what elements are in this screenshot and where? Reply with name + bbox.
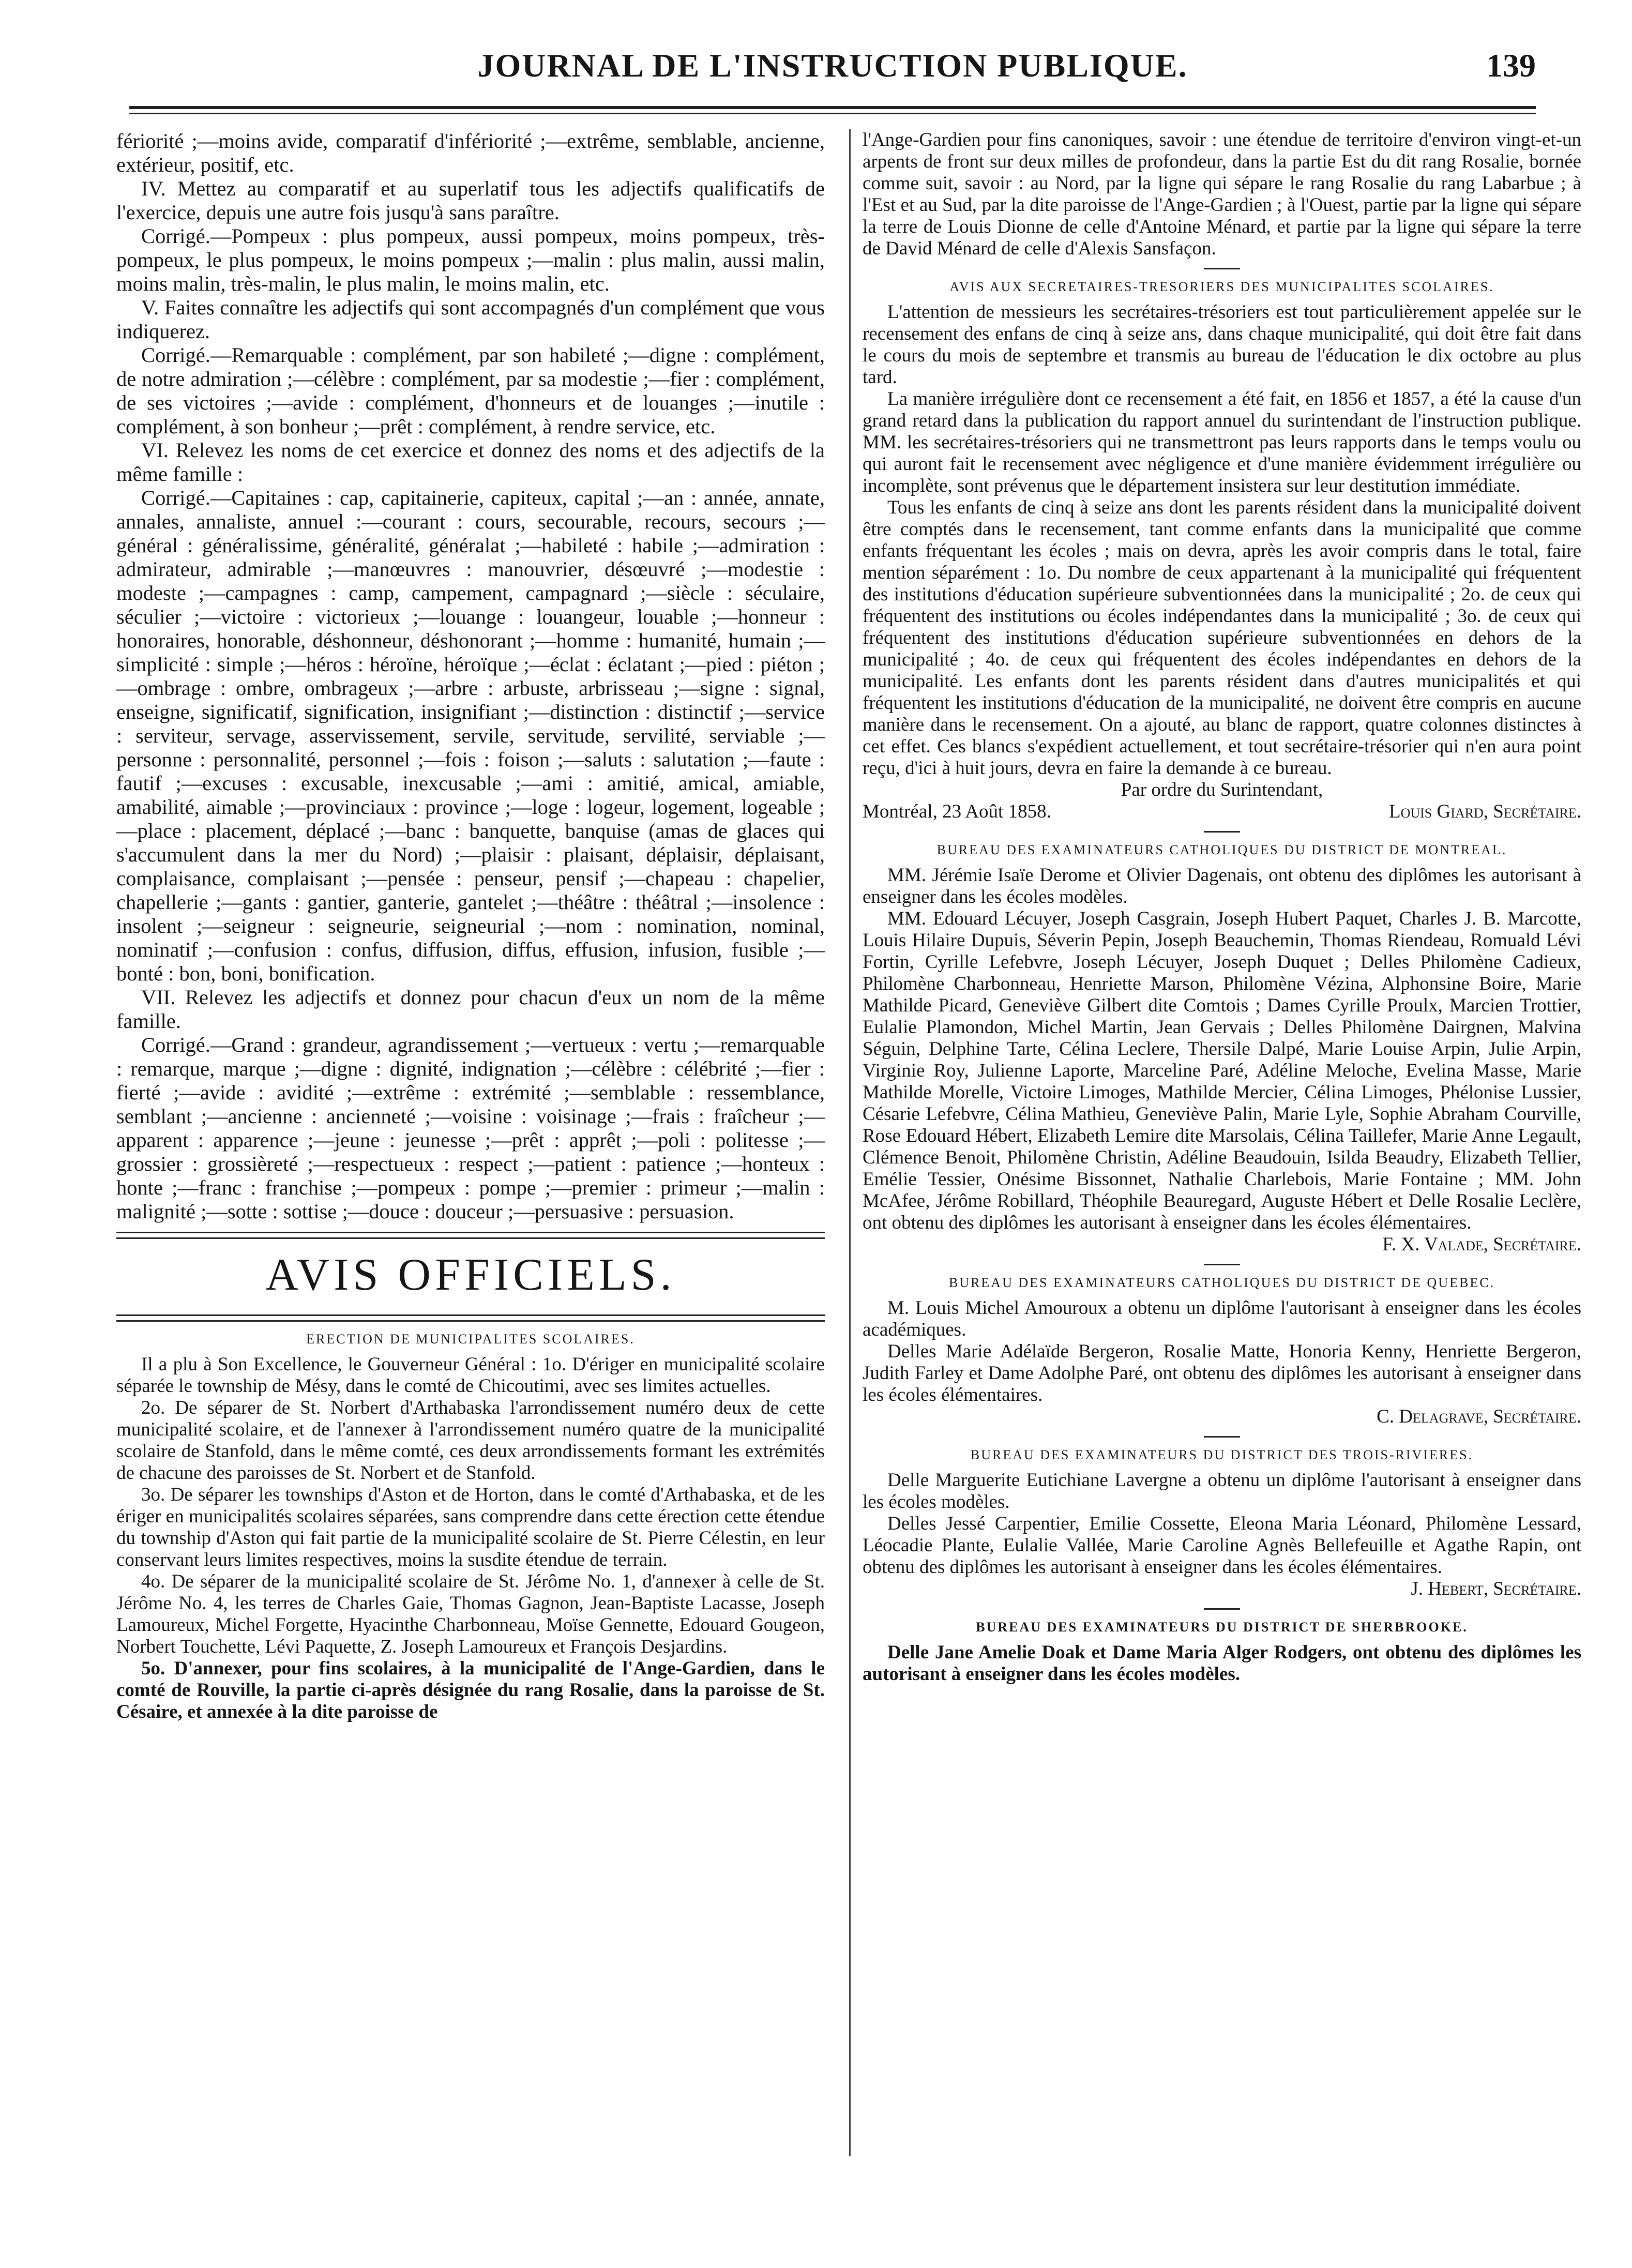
left-column (116, 129, 825, 1723)
exercise-paragraph: Corrigé.—Remarquable : complément, par son habileté ;—digne : complément, de notre admiration ;—célèbre : complément, par sa modestie ;—fier : complément, de ses victoires ;—avide : complément, d'honneurs et de louanges ;—inutile : complément, à son bonheur ;—prêt : complément, à rendre service, etc. (116, 343, 825, 438)
montreal-paragraph: MM. Jérémie Isaïe Derome et Olivier Dagenais, ont obtenu des diplômes les autorisant à enseigner dans les écoles modèles. (863, 865, 1581, 908)
separator-dash (1204, 1264, 1240, 1265)
separator-dash (1204, 1436, 1240, 1438)
exercise-paragraph: Corrigé.—Pompeux : plus pompeux, aussi pompeux, moins pompeux, très-pompeux, le plus pompeux, le moins pompeux ;—malin : plus malin, aussi malin, moins malin, très-malin, le plus malin, le moins malin, etc. (116, 224, 825, 295)
section-rule (116, 1232, 825, 1239)
quebec-heading: BUREAU DES EXAMINATEURS CATHOLIQUES DU DISTRICT DE QUEBEC. (948, 1275, 1495, 1290)
continuation-paragraph: l'Ange-Gardien pour fins canoniques, savoir : une étendue de territoire d'environ vingt-et-un arpents de front sur deux milles de profondeur, dans la partie Est du dit rang Rosalie, bornée comme suit, savoir : au Nord, par la ligne qui sépare le rang Rosalie du rang Labarbue ; à l'Est et au Sud, par la dite paroisse de l'Ange-Gardien ; à l'Ouest, partie par la ligne qui sépare la terre de Louis Dionne de celle d'Antoine Ménard, et partie par la ligne qui sépare la terre de David Ménard de celle d'Alexis Sansfaçon. (863, 129, 1581, 259)
avis-signature: Louis Giard, Secrétaire. (1388, 801, 1581, 822)
erection-paragraph: 2o. De séparer de St. Norbert d'Arthabaska l'arrondissement numéro deux de cette municipalité scolaire, et de l'annexer à l'arrondissement numéro quatre de la municipalité scolaire de Stanfold, dans le même comté, ces deux arrondissements formant les extrémités de chacune des paroisses de St. Norbert et de Stanfold. (116, 1397, 825, 1484)
page-number: 139 (1486, 47, 1536, 84)
avis-paragraph: L'attention de messieurs les secrétaires-trésoriers est tout particulièrement appelée sur le recensement des enfans de cinq à seize ans, dans chaque municipalité, qui doit être fait dans le cours du mois de septembre et transmis au bureau de l'éducation le dix octobre au plus tard. (863, 301, 1581, 388)
avis-paragraph: Tous les enfants de cinq à seize ans dont les parents résident dans la municipalité doivent être comptés dans le recensement, tant comme enfants dans la municipalité que comme enfants fréquentant les écoles ; mais on devra, après les avoir compris dans le total, faire mention séparément : 1o. Du nombre de ceux appartenant à la municipalité qui fréquentent des institutions d'éducation supérieure subventionnées dans la municipalité ; 2o. de ceux qui fréquentent des institutions ou écoles indépendantes dans la municipalité ; 3o. de ceux qui fréquentent des institutions d'éducation supérieure subventionnées en dehors de la municipalité ; 4o. de ceux qui fréquentent des écoles indépendantes en dehors de la municipalité. Les enfants dont les parents résident dans d'autres municipalités et qui fréquentent les institutions d'éducation de la municipalité, ne doivent être compris en aucune manière dans le recensement. On a ajouté, au blanc de rapport, quatre colonnes distinctes à cet effet. Ces blancs s'expédient actuellement, et tout secrétaire-trésorier qui n'en aura point reçu, d'ici à huit jours, devra en faire la demande à ce bureau. (863, 497, 1581, 779)
quebec-signature: C. Delagrave, Secrétaire. (1377, 1406, 1581, 1427)
running-title: JOURNAL DE L'INSTRUCTION PUBLIQUE. (477, 47, 1188, 84)
avis-paragraph: La manière irrégulière dont ce recensement a été fait, en 1856 et 1857, a été la cause d'un grand retard dans la publication du rapport annuel du surintendant de l'instruction publique. MM. les secrétaires-trésoriers qui ne transmettront pas leurs rapports dans le temps voulu ou qui auront fait le recensement avec négligence et d'une manière évidemment irrégulière ou incomplète, sont prévenus que le département insistera sur leur destitution immédiate. (863, 388, 1581, 496)
column-divider (849, 129, 851, 2156)
avis-heading: AVIS AUX SECRETAIRES-TRESORIERS DES MUNICIPALITES SCOLAIRES. (949, 279, 1494, 294)
section-rule (116, 1314, 825, 1322)
exercise-paragraph: VI. Relevez les noms de cet exercice et donnez des noms et des adjectifs de la même famille : (116, 439, 825, 486)
exercise-paragraph: V. Faites connaître les adjectifs qui sont accompagnés d'un complément que vous indiquerez. (116, 296, 825, 343)
trois-rivieres-heading: BUREAU DES EXAMINATEURS DU DISTRICT DES TROIS-RIVIERES. (970, 1447, 1474, 1462)
header-rule (129, 106, 1536, 114)
trois-rivieres-signature: J. Hebert, Secrétaire. (1411, 1578, 1581, 1599)
exercise-paragraph: IV. Mettez au comparatif et au superlatif tous les adjectifs qualificatifs de l'exercice, depuis une autre fois jusqu'à sans paraître. (116, 177, 825, 224)
erection-paragraph: 4o. De séparer de la municipalité scolaire de St. Jérôme No. 1, d'annexer à celle de St. Jérôme No. 4, les terres de Charles Gaie, Thomas Gagnon, Jean-Baptiste Lacasse, Joseph Lamoureux, Michel Forgette, Hyacinthe Charbonneau, Moïse Gennette, Edouard Gougeon, Norbert Touchette, Lévi Paquette, Z. Joseph Lamoureux et François Desjardins. (116, 1571, 825, 1657)
quebec-paragraph: M. Louis Michel Amouroux a obtenu un diplôme l'autorisant à enseigner dans les écoles académiques. (863, 1297, 1581, 1340)
trois-rivieres-paragraph: Delles Jessé Carpentier, Emilie Cossette, Eleona Maria Léonard, Philomène Lessard, Léocadie Plante, Eulalie Vallée, Marie Caroline Agnès Bellefeuille et Agathe Rapin, ont obtenu des diplômes les autorisant à enseigner dans les écoles élémentaires. (863, 1513, 1581, 1578)
montreal-paragraph: MM. Edouard Lécuyer, Joseph Casgrain, Joseph Hubert Paquet, Charles J. B. Marcotte, Louis Hilaire Dupuis, Séverin Pepin, Joseph Beauchemin, Thomas Riendeau, Romuald Lévi Fortin, Cyrille Lefebvre, Joseph Lécuyer, Joseph Duquet ; Delles Philomène Cadieux, Philomène Charbonneau, Henriette Marson, Philomène Vézina, Alphonsine Boire, Marie Mathilde Picard, Geneviève Gilbert dite Comtois ; Dames Cyrille Proulx, Marcien Trottier, Eulalie Plamondon, Michel Martin, Jean Gervais ; Delles Philomène Dairgnen, Malvina Séguin, Delphine Tarte, Célina Leclere, Thersile Dalpé, Marie Louise Arpin, Julie Arpin, Virginie Roy, Julienne Laporte, Marceline Paré, Adéline Meloche, Evelina Masse, Marie Mathilde Morelle, Victoire Limoges, Mathilde Mercier, Célina Limoges, Phélonise Lussier, Césarie Lefebvre, Célina Mathieu, Geneviève Palin, Marie Lyle, Sophie Abraham Courville, Rose Edouard Hébert, Elizabeth Lemire dite Marsolais, Célina Taillefer, Marie Anne Legault, Clémence Benoit, Philomène Christin, Adéline Beaudouin, Isilda Beaudry, Elizabeth Tellier, Emélie Tessier, Onésime Bissonnet, Nathalie Charlebois, Marie Fontaine ; MM. John McAfee, Jérôme Robillard, Théophile Beauregard, Auguste Hébert et Delle Rosalie Leclère, ont obtenu des diplômes les autorisant à enseigner dans les écoles élémentaires. (863, 908, 1581, 1233)
exercise-paragraph: VII. Relevez les adjectifs et donnez pour chacun d'eux un nom de la même famille. (116, 986, 825, 1033)
right-column (863, 129, 1581, 1685)
separator-dash (1204, 831, 1240, 833)
sherbrooke-heading: BUREAU DES EXAMINATEURS DU DISTRICT DE SHERBROOKE. (976, 1620, 1468, 1635)
avis-officiels-banner: AVIS OFFICIELS. (265, 1250, 676, 1300)
montreal-heading: BUREAU DES EXAMINATEURS CATHOLIQUES DU DISTRICT DE MONTREAL. (936, 842, 1507, 857)
montreal-signature: F. X. Valade, Secrétaire. (1382, 1234, 1581, 1255)
sherbrooke-paragraph: Delle Jane Amelie Doak et Dame Maria Alger Rodgers, ont obtenu des diplômes les autorisant à enseigner dans les écoles modèles. (863, 1642, 1581, 1685)
exercise-paragraph: Corrigé.—Capitaines : cap, capitainerie, capiteux, capital ;—an : année, annate, annales, annaliste, annuel :—courant : cours, secourable, recours, secours ;—général : généralissime, généralité, généralat ;—habileté : habile ;—admiration : admirateur, admirable ;—manœuvres : manouvrier, désœuvré ;—modestie : modeste ;—campagnes : camp, campement, campagnard ;—siècle : séculaire, séculier ;—victoire : victorieux ;—louange : louangeur, louable ;—honneur : honoraires, honorable, déshonneur, déshonorant ;—homme : humanité, humain ;—simplicité : simple ;—héros : héroïne, héroïque ;—éclat : éclatant ;—pied : piéton ;—ombrage : ombre, ombrageux ;—arbre : arbuste, arbrisseau ;—signe : signal, enseigne, significatif, signification, insignifiant ;—distinction : distinctif ;—service : serviteur, servage, asservissement, servile, servitude, servilité, serviable ;—personne : personnalité, personnel ;—fois : foison ;—saluts : salutation ;—faute : fautif ;—excuses : excusable, inexcusable ;—ami : amitié, amical, amiable, amabilité, aimable ;—provinciaux : province ;—loge : logeur, logement, logeable ;—place : placement, déplacé ;—banc : banquette, banquise (amas de glaces qui s'accumulent dans la mer du Nord) ;—plaisir : plaisant, déplaisir, déplaisant, complaisance, complaisant ;—pensée : penseur, pensif ;—chapeau : chapelier, chapellerie ;—gants : gantier, ganterie, gantelet ;—théâtre : théâtral ;—insolence : insolent ;—seigneur : seigneurie, seigneurial ;—nom : nomination, nominal, nominatif ;—confusion : confus, diffusion, diffus, effusion, infusion, fusible ;—bonté : bon, boni, bonification. (116, 486, 825, 985)
avis-order: Par ordre du Surintendant, (1121, 779, 1323, 800)
separator-dash (1204, 1608, 1240, 1610)
erection-paragraph: 5o. D'annexer, pour fins scolaires, à la municipalité de l'Ange-Gardien, dans le comté de Rouville, la partie ci-après désignée du rang Rosalie, dans la paroisse de St. Césaire, et annexée à la dite paroisse de (116, 1658, 825, 1722)
avis-footer (863, 801, 1581, 823)
quebec-paragraph: Delles Marie Adélaïde Bergeron, Rosalie Matte, Honoria Kenny, Henriette Bergeron, Judith Farley et Dame Adolphe Paré, ont obtenu des diplômes les autorisant à enseigner dans les écoles élémentaires. (863, 1341, 1581, 1405)
separator-dash (1204, 268, 1240, 269)
trois-rivieres-paragraph: Delle Marguerite Eutichiane Lavergne a obtenu un diplôme l'autorisant à enseigner dans les écoles modèles. (863, 1470, 1581, 1513)
erection-heading: ERECTION DE MUNICIPALITES SCOLAIRES. (306, 1332, 635, 1347)
exercise-paragraph: Corrigé.—Grand : grandeur, agrandissement ;—vertueux : vertu ;—remarquable : remarque, marque ;—digne : dignité, indignation ;—célèbre : célébrité ;—fier : fierté ;—avide : avidité ;—extrême : extrémité ;—semblable : ressemblance, semblant ;—ancienne : ancienneté ;—voisine : voisinage ;—frais : fraîcheur ;—apparent : apparence ;—jeune : jeunesse ;—prêt : apprêt ;—poli : politesse ;—grossier : grossièreté ;—respectueux : respect ;—patient : patience ;—honteux : honte ;—franc : franchise ;—pompeux : pompe ;—premier : primeur ;—malin : malignité ;—sotte : sottise ;—douce : douceur ;—persuasive : persuasion. (116, 1033, 825, 1223)
exercise-paragraph: fériorité ;—moins avide, comparatif d'infériorité ;—extrême, semblable, ancienne, extérieur, positif, etc. (116, 129, 825, 176)
page-header (129, 47, 1536, 93)
avis-place-date: Montréal, 23 Août 1858. (863, 801, 1051, 822)
erection-paragraph: 3o. De séparer les townships d'Aston et de Horton, dans le comté d'Arthabaska, et de les ériger en municipalités scolaires séparées, sans comprendre dans cette érection cette étendue du township d'Aston qui fait partie de la municipalité scolaire de St. Pierre Célestin, en leur conservant leurs limites respectives, moins la susdite étendue de terrain. (116, 1484, 825, 1570)
erection-paragraph: Il a plu à Son Excellence, le Gouverneur Général : 1o. D'ériger en municipalité scolaire séparée le township de Mésy, dans le comté de Chicoutimi, avec ses limites actuelles. (116, 1354, 825, 1397)
